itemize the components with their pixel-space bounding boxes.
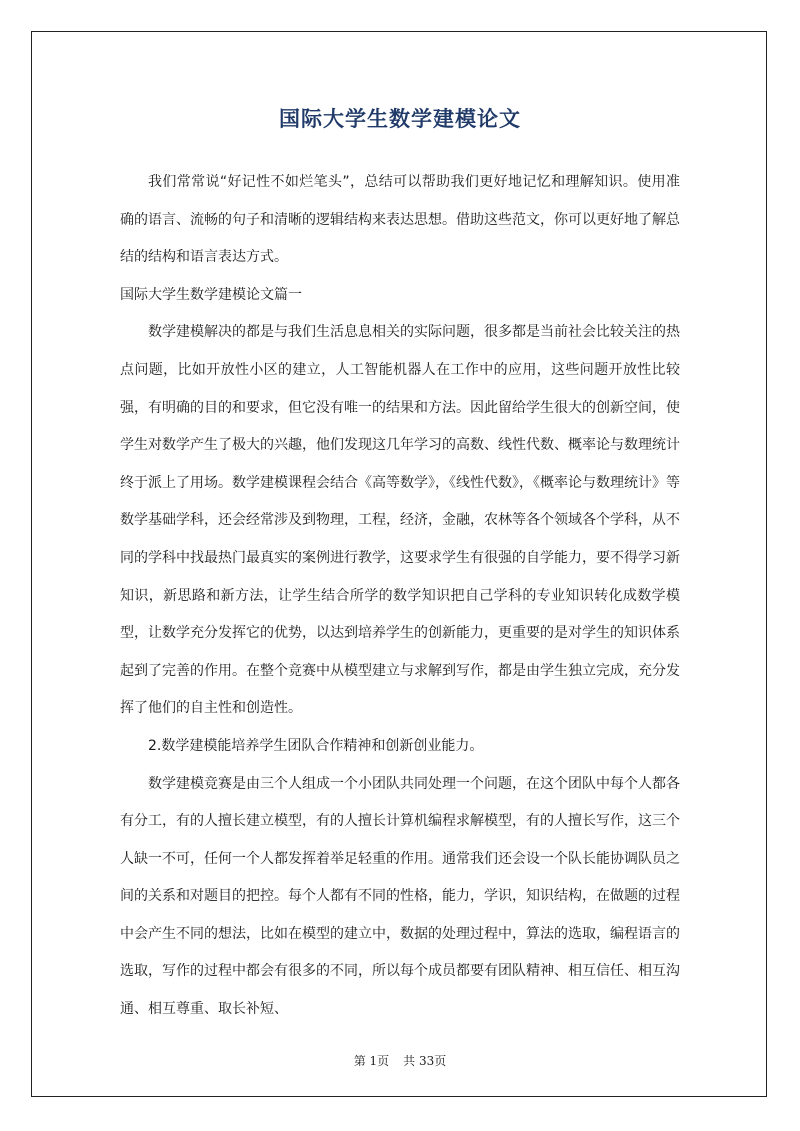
intro-paragraph: 我们常常说“好记性不如烂笔头”，总结可以帮助我们更好地记忆和理解知识。使用准确的语言、流畅的句子和清晰的逻辑结构来表达思想。借助这些范文，你可以更好地了解总结的结构和语言表达方式。 [120,174,680,266]
body-paragraph: 数学建模解决的都是与我们生活息息相关的实际问题，很多都是当前社会比较关注的热点问题，比如开放性小区的建立，人工智能机器人在工作中的应用，这些问题开放性比较强，有明确的目的和要求，但它没有唯一的结果和方法。因此留给学生很大的创新空间，使学生对数学产生了极大的兴趣，他们发现这几年学习的高数、线性代数、概率论与数理统计终于派上了用场。数学建模课程会结合《高等数学》，《线性代数》，《概率论与数理统计》等数学基础学科，还会经常涉及到物理，工程，经济，金融，农林等各个领域各个学科，从不同的学科中找最热门最真实的案例进行教学，这要求学生有很强的自学能力，要不得学习新知识，新思路和新方法，让学生结合所学的数学知识把自己学科的专业知识转化成数学模型，让数学充分发挥它的优势，以达到培养学生的创新能力，更重要的是对学生的知识体系起到了完善的作用。在整个竞赛中从模型建立与求解到写作，都是由学生独立完成，充分发挥了他们的自主性和创造性。 [120,324,680,717]
page-total: 共 33页 [403,1054,447,1068]
body-paragraph: 数学建模竞赛是由三个人组成一个小团队共同处理一个问题，在这个团队中每个人都各有分工，有的人擅长建立模型，有的人擅长计算机编程求解模型，有的人擅长写作，这三个人缺一不可，任何一个人都发挥着举足轻重的作用。通常我们还会设一个队长能协调队员之间的关系和对题目的把控。每个人都有不同的性格，能力，学识，知识结构，在做题的过程中会产生不同的想法，比如在模型的建立中，数据的处理过程中，算法的选取，编程语言的选取，写作的过程中都会有很多的不同，所以每个成员都要有团队精神、相互信任、相互沟通、相互尊重、取长补短、 [120,775,680,1018]
page-footer [0,1052,800,1069]
page-number: 第 1页 [353,1054,390,1068]
numbered-heading: 2.数学建模能培养学生团队合作精神和创新创业能力。 [148,737,484,754]
document-body [120,164,680,1029]
section-heading: 国际大学生数学建模论文篇一 [120,286,302,303]
document-title: 国际大学生数学建模论文 [279,107,521,131]
